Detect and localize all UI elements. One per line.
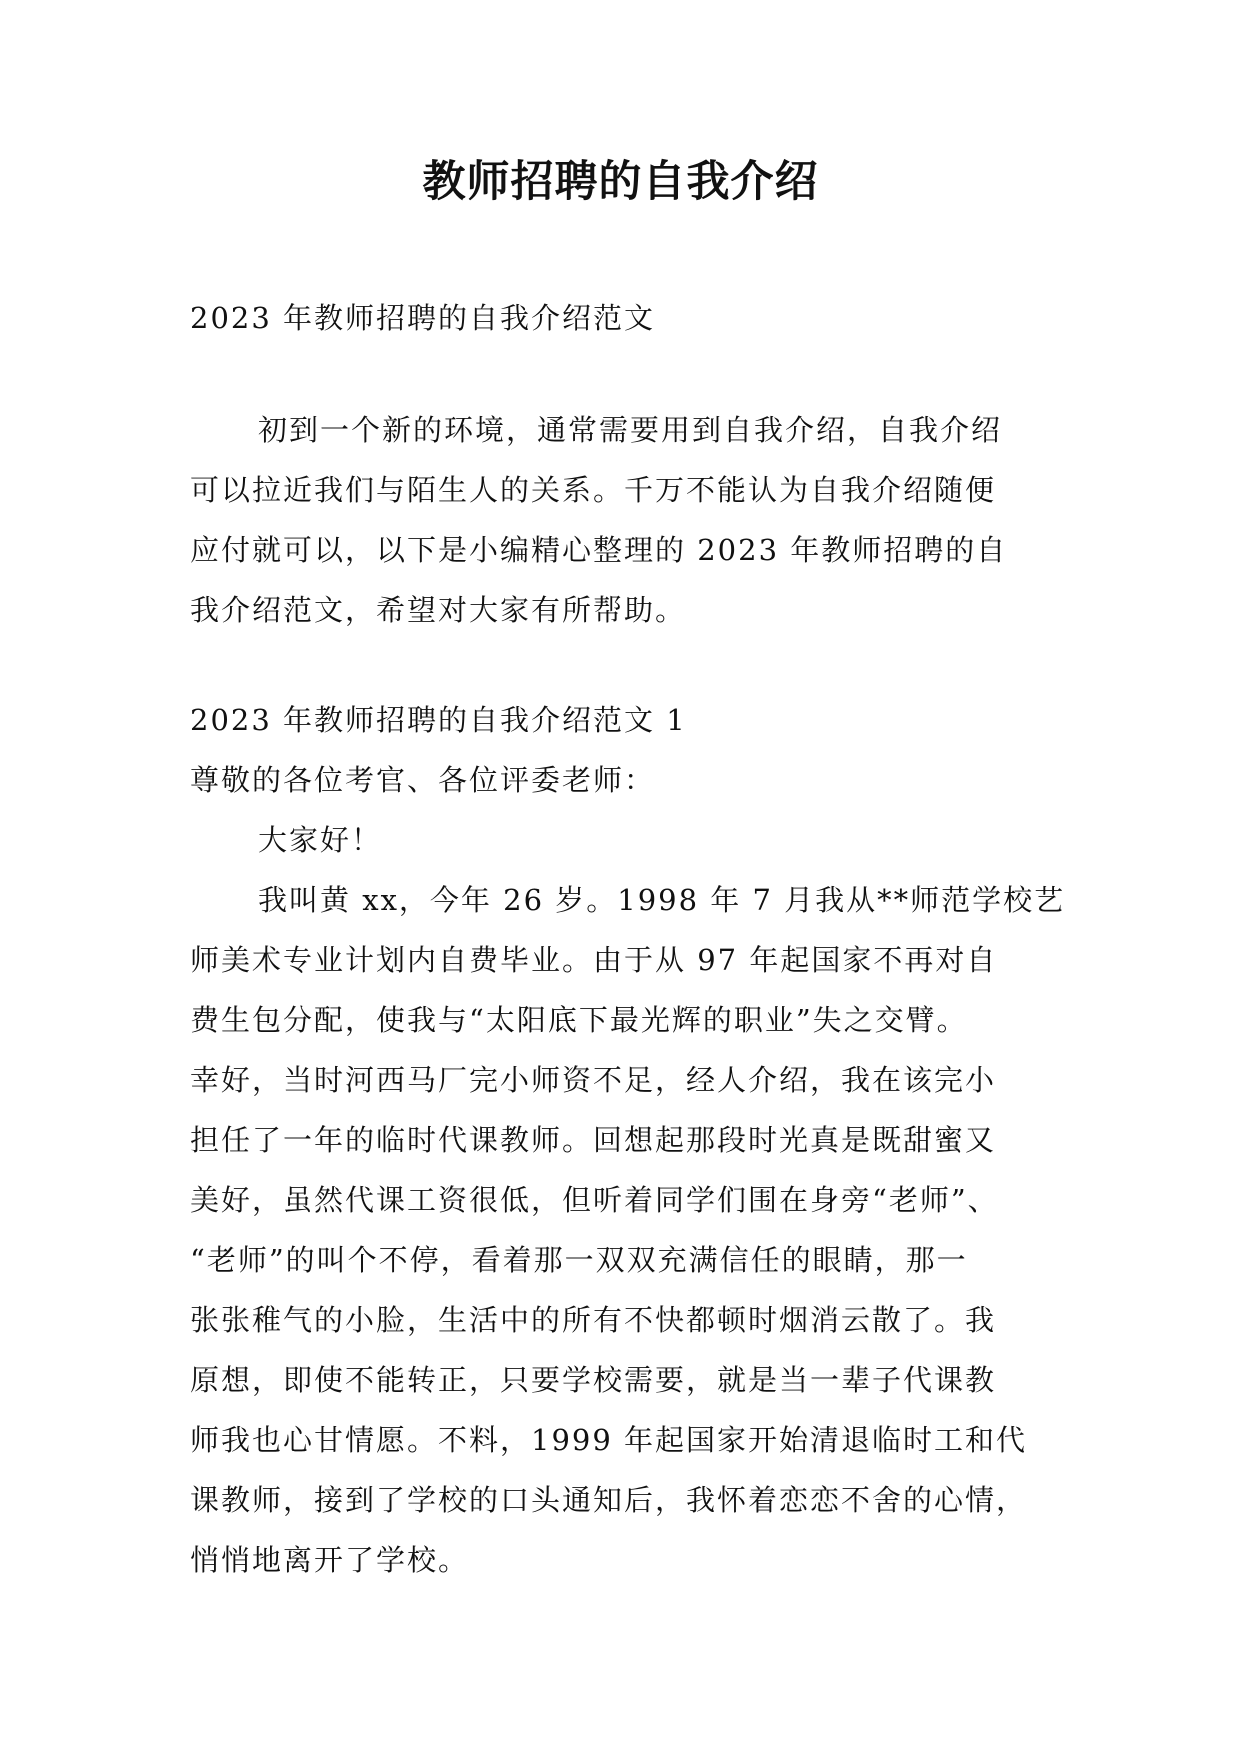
- intro-line: 可以拉近我们与陌生人的关系。千万不能认为自我介绍随便: [190, 473, 997, 507]
- body-line: 我叫黄 xx，今年 26 岁。1998 年 7 月我从**师范学校艺: [258, 883, 1066, 917]
- body-line: 师美术专业计划内自费毕业。由于从 97 年起国家不再对自: [190, 943, 998, 977]
- section-heading: 2023 年教师招聘的自我介绍范文 1: [190, 703, 687, 737]
- body-line: 课教师，接到了学校的口头通知后，我怀着恋恋不舍的心情，: [190, 1483, 1028, 1517]
- intro-paragraph: [190, 400, 1090, 640]
- sample-letter: [190, 690, 1090, 1590]
- document-subtitle: 2023 年教师招聘的自我介绍范文: [190, 301, 656, 335]
- body-line: “老师”的叫个不停，看着那一双双充满信任的眼睛，那一: [190, 1243, 968, 1277]
- body-line: 原想，即使不能转正，只要学校需要，就是当一辈子代课教: [190, 1363, 997, 1397]
- subtitle-block: [190, 288, 1090, 348]
- document-title: 教师招聘的自我介绍: [422, 157, 819, 207]
- body-line: 费生包分配，使我与“太阳底下最光辉的职业”失之交臂。: [190, 1003, 968, 1037]
- body-line: 美好，虽然代课工资很低，但听着同学们围在身旁“老师”、: [190, 1183, 999, 1217]
- body-line: 悄悄地离开了学校。: [190, 1543, 470, 1577]
- greeting: 大家好！: [258, 823, 383, 857]
- intro-line: 应付就可以，以下是小编精心整理的 2023 年教师招聘的自: [190, 533, 1008, 567]
- salutation: 尊敬的各位考官、各位评委老师：: [190, 763, 656, 797]
- intro-line: 我介绍范文，希望对大家有所帮助。: [190, 593, 687, 627]
- body-line: 张张稚气的小脸，生活中的所有不快都顿时烟消云散了。我: [190, 1303, 997, 1337]
- body-line: 担任了一年的临时代课教师。回想起那段时光真是既甜蜜又: [190, 1123, 997, 1157]
- body-line: 师我也心甘情愿。不料，1999 年起国家开始清退临时工和代: [190, 1423, 1028, 1457]
- intro-line: 初到一个新的环境，通常需要用到自我介绍，自我介绍: [258, 413, 1003, 447]
- body-line: 幸好，当时河西马厂完小师资不足，经人介绍，我在该完小: [190, 1063, 997, 1097]
